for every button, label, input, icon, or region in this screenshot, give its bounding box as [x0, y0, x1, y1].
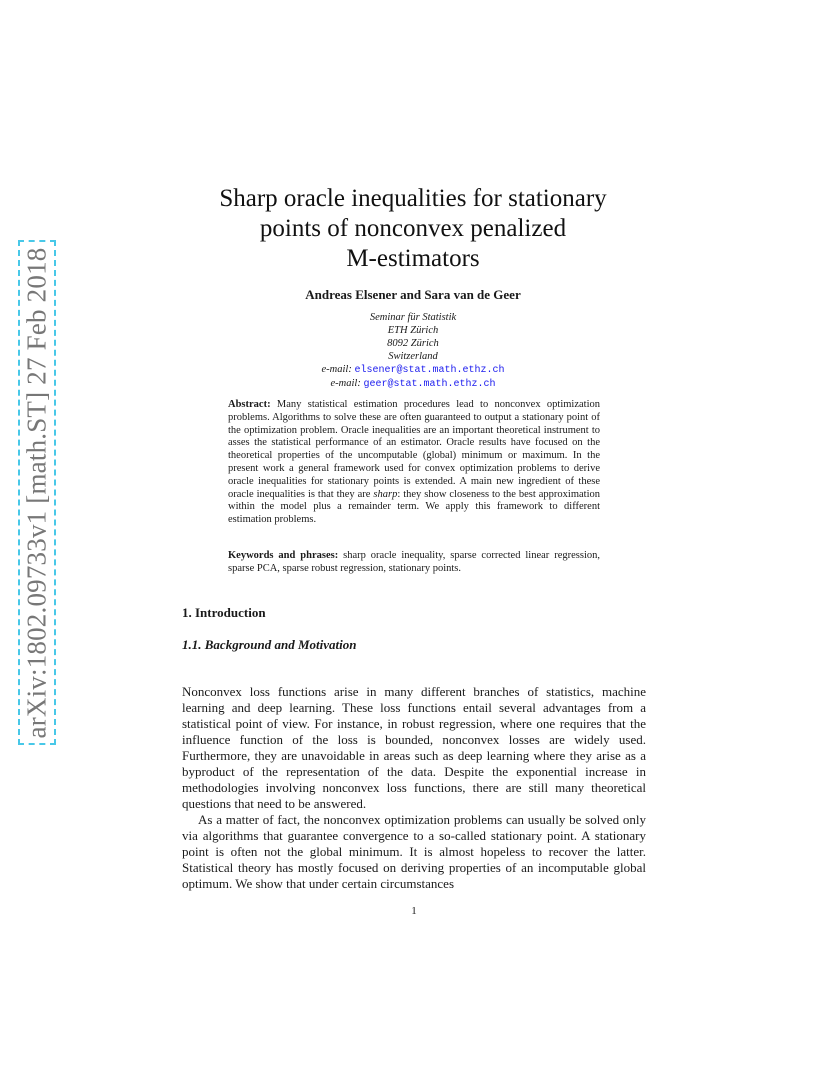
abstract-label: Abstract: [228, 399, 271, 410]
affiliation-line-3: 8092 Zürich [387, 338, 439, 349]
keywords [228, 549, 600, 575]
abstract-text-1: Many statistical estimation procedures lead to nonconvex optimization problems. Algorithms to solve these are often guaranteed to output a stationary point of the optimization problem. Oracle inequalities are an important theoretical instrument to asses the statistical performance of an estimator. Oracle results have focused on the theoretical properties of the uncomputable (global) minimum or maximum. In the present work a general framework used for convex optimization problems to derive oracle inequalities for stationary points is extended. A main new ingredient of these oracle inequalities is that they are [228, 399, 601, 500]
authors: Andreas Elsener and Sara van de Geer [305, 287, 521, 302]
subsection-heading: 1.1. Background and Motivation [182, 637, 357, 652]
paragraph-2: As a matter of fact, the nonconvex optimization problems can usually be solved only via algorithms that guarantee convergence to a so-called stationary point. A stationary point is often not the global minimum. It is almost hopeless to recover the latter. Statistical theory has mostly focused on deriving properties of an incomputable global optimum. We show that under certain circumstances [182, 812, 646, 891]
abstract-text-2: : they show closeness to the best approximation within the model plus a remainder term. We apply this framework to different estimation problems. [228, 488, 600, 526]
affiliation-line-2: ETH Zürich [387, 325, 439, 336]
title-line-3: M-estimators [346, 245, 480, 272]
email-label-2: e-mail: [330, 378, 361, 389]
title-line-2: points of nonconvex penalized [259, 215, 567, 242]
keywords-label: Keywords and phrases: [228, 550, 339, 561]
email-row-1 [168, 363, 658, 377]
paragraph-1: Nonconvex loss functions arise in many different branches of statistics, machine learning and deep learning. These loss functions entail several advantages from a statistical point of view. For instance, in robust regression, where one requires that the influence function of the loss is bounded, nonconvex losses are widely used. Furthermore, they are unavoidable in areas such as deep learning where they arise as a byproduct of the representation of the data. Despite the exponential increase in methodologies involving nonconvex loss functions, there are still many theoretical questions that need to be answered. [182, 684, 646, 811]
email-link-1[interactable]: elsener@stat.math.ethz.ch [354, 365, 505, 376]
email-link-2[interactable]: geer@stat.math.ethz.ch [363, 379, 496, 390]
page-number: 1 [411, 905, 417, 917]
arxiv-stamp-text: arXiv:1802.09733v1 [math.ST] 27 Feb 2018 [21, 247, 52, 738]
affiliation-line-1: Seminar für Statistik [369, 312, 457, 323]
abstract-emphasis: sharp [373, 488, 398, 500]
title-line-1: Sharp oracle inequalities for stationary [219, 185, 607, 212]
section-heading: 1. Introduction [182, 605, 266, 620]
arxiv-stamp [18, 240, 56, 745]
keywords-text: sharp oracle inequality, sparse corrected linear regression, sparse PCA, sparse robust regression, stationary points. [228, 550, 600, 574]
affiliation-line-4: Switzerland [388, 351, 438, 362]
body-text [182, 684, 646, 892]
paper-title [168, 184, 658, 274]
email-row-2 [168, 377, 658, 391]
abstract [228, 399, 600, 527]
email-label-1: e-mail: [321, 364, 352, 375]
affiliation [168, 311, 658, 391]
